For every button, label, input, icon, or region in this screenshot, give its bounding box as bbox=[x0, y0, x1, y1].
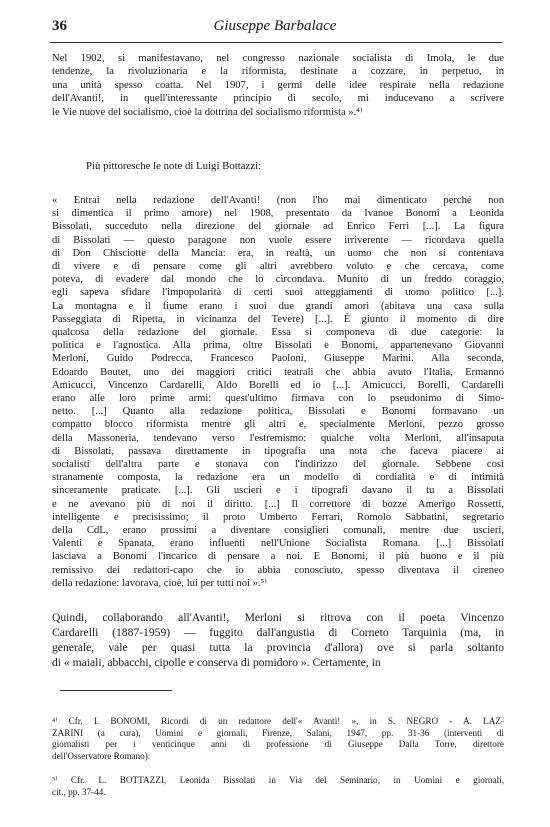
quote-line: intelligente e precisissimo; il proto Umberto Ferrari, Romolo Sabbatini, segretario bbox=[52, 511, 504, 523]
quote-line: della redazione: lavorava, cioè, lui per tutti noi ».⁵⁾ bbox=[52, 577, 267, 589]
footnote-line: ⁵⁾ Cfr. L. BOTTAZZI, Leonida Bissolati in Via del Seminario, in Uomini e giornali, bbox=[52, 775, 504, 785]
bottazzi-quotation bbox=[52, 194, 504, 590]
quote-line: della Massoneria, tendevano verso l'estremismo: qualche volta Merloni, all'insaputa bbox=[52, 432, 504, 444]
quote-line: Edoardo Boutet, uno dei maggiori critici teatrali che abbia avuto l'Italia, Ermanno bbox=[52, 366, 504, 378]
text-line: Cardarelli (1887-1959) — fuggito dall'angustia di Corneto Tarquinia (ma, in bbox=[52, 625, 504, 639]
quote-line: stranamente composta, la redazione era un modello di cordialità e di intimità bbox=[52, 472, 504, 484]
text-line: Nel 1902, si manifestavano, nel congresso nazionale socialista di Imola, le due bbox=[52, 53, 504, 64]
quote-line: di vivere e di pensare come gli altri avrebbero voluto e che cercava, come bbox=[52, 261, 504, 273]
quote-line: Amicucci, Vincenzo Cardarelli, Aldo Borelli ed io [...]. Amicucci, Borelli, Cardarelli bbox=[52, 379, 504, 391]
text-line: dell'Avanti!, in quell'interessante principio di secolo, mi inducevano a scrivere bbox=[52, 93, 504, 105]
quote-line: qualcosa della redazione del giornale. Essa si componeva di due categorie: la bbox=[52, 327, 504, 339]
quote-line: Bissolati, succeduto nella direzione del giornale ad Enrico Ferri [...]. La figura bbox=[52, 221, 504, 233]
header-rule bbox=[50, 42, 502, 43]
quote-line: egli sapeva sfidare l'impopolarità di certi suoi atteggiamenti di uomo politico [...]. bbox=[52, 287, 504, 299]
text-line: una unità spesso coatta. Nel 1907, i germi delle idee respirate nella redazione bbox=[52, 79, 504, 91]
text-line: tendenze, la rivoluzionaria e la riformista, destinate a cozzare, in perpetuo, in bbox=[52, 66, 504, 78]
quote-line: di Bissolati, passava direttamente in tipografia una nota che faceva piacere ai bbox=[52, 445, 504, 457]
quote-line: sinceramente praticate. [...]. Gli uscieri e i tipografi davano il tu a Bissolati bbox=[52, 485, 504, 497]
quote-line: remissivo dei redattori-capo che io abbia conosciuto, spesso diventava il cireneo bbox=[52, 564, 504, 576]
quote-line: politica e l'agnostica. Alla prima, oltre Bissolati e Bonomi, appartenevano Giovanni bbox=[52, 340, 504, 352]
text-line: di « maiali, abbacchi, cipolle e conserva di pomidoro ». Certamente, in bbox=[52, 655, 381, 669]
quote-line: « Entrai nella redazione dell'Avanti! (non l'ho mai dimenticato perché non bbox=[52, 195, 504, 206]
quote-line: Valenti e Spanata, erano influenti nell'Unione Socialista Romana. [...] Bissolati bbox=[52, 538, 504, 550]
quote-line: La montagna e il fiume erano i suoi due grandi amori (abitava una casa sulla bbox=[52, 300, 504, 312]
quote-line: della CdL, erano prossimi a diventare consiglieri comunali, mentre due uscieri, bbox=[52, 525, 504, 537]
quote-line: socialisti dell'altra parte e stonava con l'indirizzo del giornale. Sebbene così bbox=[52, 459, 504, 471]
footnote-4 bbox=[52, 716, 504, 762]
page-number: 36 bbox=[52, 18, 67, 34]
quote-line: Passeggiata di Ripetta, in vicinanza del Tevere) [...]. È giunto il momento di dire bbox=[52, 313, 504, 325]
footnote-line: ZARINI (a cura), Uomini e giornali, Firenze, Salani, 1947, pp. 31-36 (interventi di bbox=[52, 727, 504, 738]
quote-line: compatto blocco riformista mentre gli altri e, specialmente Merloni, pezzo grosso bbox=[52, 419, 504, 431]
intro-paragraph bbox=[86, 160, 506, 173]
running-title: Giuseppe Barbalace bbox=[213, 18, 337, 34]
quote-line: lasciava a Bonomi l'incarico di pensare a noi. E Bonomi, il più buono e il più bbox=[52, 551, 504, 563]
footnote-line: cit., pp. 37-44. bbox=[52, 786, 106, 797]
text-line: Più pittoresche le note di Luigi Bottazzi: bbox=[86, 160, 262, 172]
quote-line: Merloni, Guido Podrecca, Francesco Paoloni, Giuseppe Marini. Alla seconda, bbox=[52, 353, 504, 365]
footnote-rule bbox=[60, 690, 172, 691]
page-header bbox=[0, 18, 550, 38]
footnote-line: ⁴⁾ Cfr. I. BONOMI, Ricordi di un redattore dell'« Avanti! », in S. NEGRO - A. LAZ- bbox=[52, 716, 504, 726]
text-line: generale, vale per quasi tutta la provincia d'allora) ove si parla soltanto bbox=[52, 640, 504, 654]
quote-line: netto. [...] Quanto alla redazione politica, Bissolati e Bonomi formavano un bbox=[52, 406, 504, 418]
quote-line: poteva, di evadere dal mondo che lo circondava. Munito di un freddo coraggio, bbox=[52, 274, 504, 286]
footnote-5 bbox=[52, 775, 504, 798]
footnote-line: giornalisti per i venticinque anni di professione di Giuseppe Dalla Torre, direttore bbox=[52, 739, 504, 750]
quote-line: erano alle loro prime armi: quest'ultimo firmava con lo pseudonimo di Simo- bbox=[52, 393, 504, 405]
footnote-line: dell'Osservatore Romano). bbox=[52, 750, 151, 761]
quote-line: si dimentica il primo amore) nel 1908, presentato da Ivanoe Bonomi a Leonida bbox=[52, 208, 504, 220]
quote-line: di Don Chisciotte della Mancia: era, in realtà, un uomo che non si contentava bbox=[52, 247, 504, 259]
opening-paragraph bbox=[52, 52, 504, 119]
quote-line: e ne avevano più di noi il diritto. [...] Il correttore di bozze Amerigo Rossetti, bbox=[52, 498, 504, 510]
body-paragraph bbox=[52, 611, 504, 671]
text-line: Quindi, collaborando all'Avanti!, Merloni si ritrova con il poeta Vincenzo bbox=[52, 611, 504, 624]
text-line: le Vie nuove del socialismo, cioè la dottrina del socialismo riformista ».⁴⁾ bbox=[52, 106, 363, 118]
quote-line: di Bissolati — questo paragone non vuole essere irriverente — ricordava quella bbox=[52, 234, 504, 246]
